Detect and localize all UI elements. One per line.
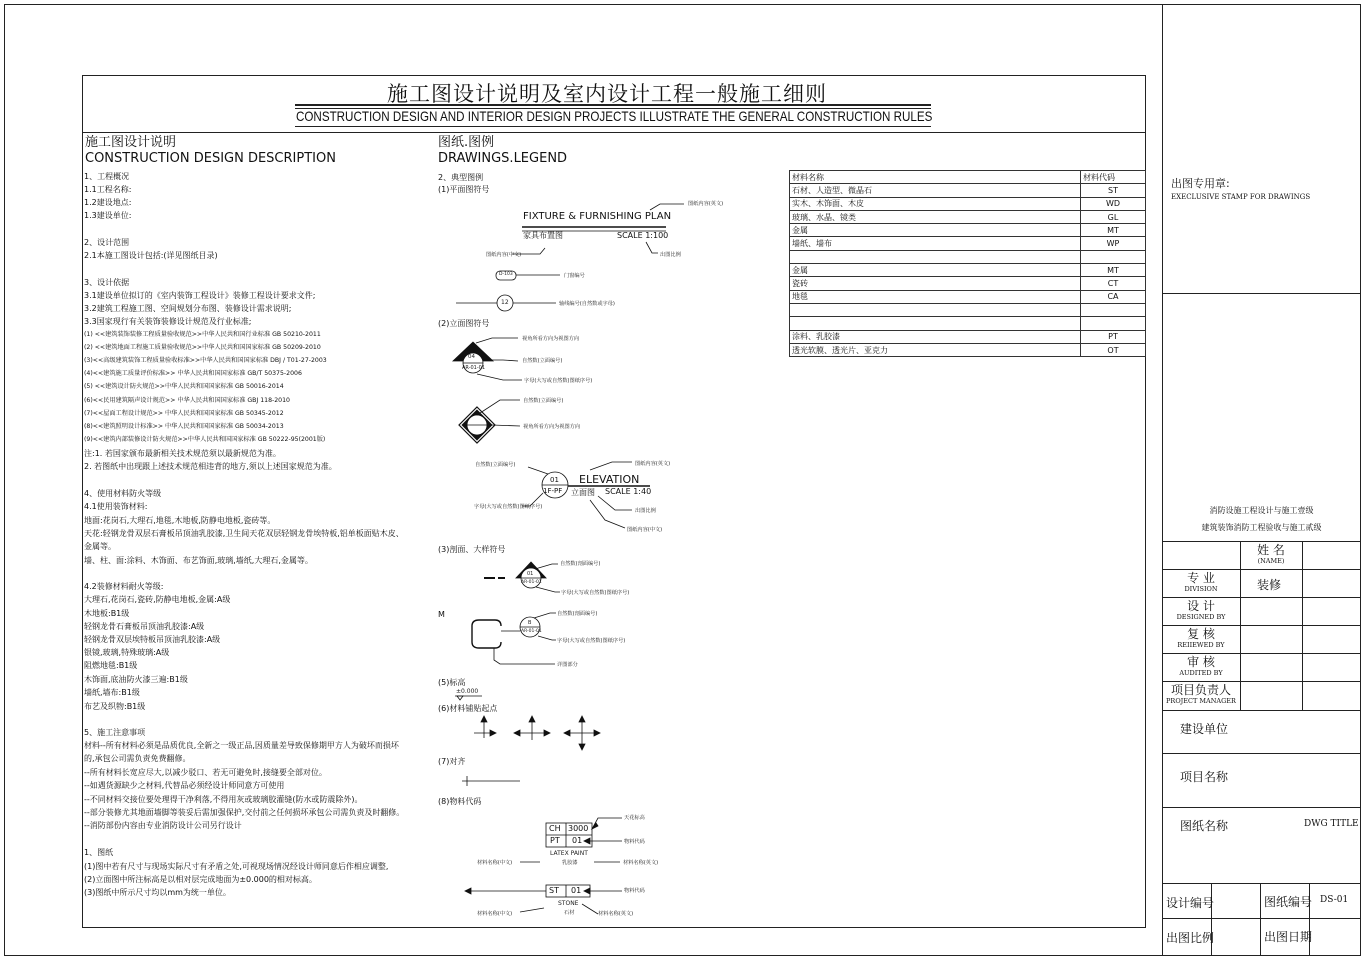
material-row (790, 277, 1146, 290)
material-code: PT (1081, 330, 1146, 343)
material-code (1081, 317, 1146, 330)
axis-note: 轴线编号(自然数或字母) (559, 301, 615, 307)
detail-ref-note: 字母(大写或自然数(图纸序号) (557, 638, 626, 644)
elevation-ref: 1F-PF (543, 487, 563, 495)
project-manager-cn: 项目负责人 (1170, 683, 1231, 697)
section-ref-note: 字母(大写或自然数(图纸序号) (561, 590, 630, 596)
designed-cn: 设 计 (1187, 599, 1215, 613)
material-row (790, 290, 1146, 303)
elev1-number: 04 (468, 354, 475, 360)
elev1-number-note: 自然数(立面编号) (522, 358, 563, 364)
description-line: --部分装修尤其地面墙脚等装妥后需加强保护,交付前之任何损坏承包公司需负责及时翻修。 (84, 808, 405, 817)
material-code: GL (1081, 210, 1146, 223)
description-line: 的,承包公司需负责免费翻修。 (84, 754, 191, 763)
section-ref: AR-01-01 (521, 580, 542, 585)
material-code: MT (1081, 264, 1146, 277)
qualification-1: 消防设施工程设计与施工壹级 (1209, 506, 1314, 515)
description-line: 注:1. 若国家颁布最新相关技术规范须以最新规范为准。 (84, 449, 281, 458)
material-row (790, 303, 1146, 316)
description-line: 银镜,玻璃,特殊玻璃:A级 (84, 648, 170, 657)
material-code-note: 物料代码 (624, 839, 645, 845)
detail-number: B (528, 620, 532, 626)
material-code: ST (1081, 184, 1146, 197)
description-line: --如遇货源缺少之材料,代替品必须经设计师同意方可使用 (84, 781, 285, 790)
title-en: CONSTRUCTION DESIGN AND INTERIOR DESIGN PROJECTS ILLUSTRATE THE GENERAL CONSTRUCTION RULES (296, 108, 933, 124)
description-line: 材料--所有材料必须是品质优良,全新之一级正品,因质量差导致保修期甲方人为破坏而损坏 (84, 741, 399, 750)
description-line: (9)<<建筑内部装修设计防火规范>>中华人民共和国国家标准 GB 50222-95(2001版) (84, 436, 326, 443)
material-stone: STONE (558, 900, 579, 907)
left-heading-en: CONSTRUCTION DESIGN DESCRIPTION (85, 151, 336, 166)
client-label: 建设单位 (1180, 722, 1229, 736)
reviewed-en: REIIEWED BY (1177, 641, 1225, 649)
material-code: MT (1081, 224, 1146, 237)
marker-m: M (438, 610, 445, 619)
detail-number-note: 自然数(剖面编号) (557, 611, 598, 617)
description-line: --消防部份内容由专业消防设计公司另行设计 (84, 821, 242, 830)
name-header (1240, 544, 1302, 565)
axis-number: 12 (501, 299, 509, 306)
material-code-table (789, 170, 1146, 357)
plan-title: FIXTURE & FURNISHING PLAN (523, 211, 672, 222)
description-line: (3)<<高级建筑装饰工程质量验收标准>>中华人民共和国国家标准 DBJ / T01-27-2003 (84, 357, 327, 364)
division-row (1162, 572, 1240, 593)
material-code: OT (1081, 343, 1146, 356)
elevation-content-cn: 图纸内容(中文) (627, 527, 663, 533)
material-name (790, 250, 1081, 263)
detail-part-note: 详图部分 (557, 662, 578, 668)
description-line: 地面:花岗石,大理石,地毯,木地板,防静电地板,瓷砖等。 (84, 516, 276, 525)
material-3000: 3000 (568, 824, 589, 833)
drawing-number-label: 图纸编号 (1264, 895, 1313, 909)
material-name: 涂料、乳胶漆 (790, 330, 1081, 343)
description-line: --不同材料交接位要处理得干净利落,不得用灰或玻璃胶灌缝(防水或防震除外)。 (84, 795, 363, 804)
elev1-ref: AR-01-01 (462, 365, 486, 371)
material-row (790, 250, 1146, 263)
description-line: 3.3国家现行有关装饰装修设计规范及行业标准; (84, 317, 252, 326)
description-line: (2)立面图中所注标高是以相对层完成地面为±0.000的相对标高。 (84, 875, 317, 884)
description-line: 金属等。 (84, 542, 116, 551)
description-line: 轻钢龙骨石膏板吊顶油乳胶漆:A级 (84, 622, 205, 631)
date-label: 出图日期 (1264, 930, 1313, 944)
elev2-view-note: 视角所看方向为视图方向 (523, 424, 581, 430)
project-manager-en: PROJECT MANAGER (1166, 697, 1236, 705)
elev1-ref-note: 字母(大写或自然数(图纸序号) (524, 378, 593, 384)
description-line: 天花:轻钢龙骨双层石膏板吊顶油乳胶漆,卫生间天花双层轻钢龙骨埃特板,铝单板面贴木皮、 (84, 529, 404, 538)
description-line: 墙、柱、面:涂料、木饰面、布艺饰面,玻璃,墙纸,大理石,金属等。 (84, 556, 313, 565)
material-name: 墙纸、墙布 (790, 237, 1081, 250)
door-tag: D-103 (499, 272, 513, 277)
material-stone-cn: 石材 (564, 910, 575, 916)
material-pt-01: 01 (572, 836, 583, 845)
elevation-number: 01 (550, 476, 559, 484)
audited-cn: 审 核 (1187, 655, 1215, 669)
material-header-name: 材料名称 (790, 171, 1081, 184)
designed-en: DESIGNED BY (1176, 613, 1226, 621)
material-name (790, 303, 1081, 316)
material-row (790, 224, 1146, 237)
material-row (790, 210, 1146, 223)
description-line: 4.2装修材料耐火等级: (84, 582, 164, 591)
designed-row (1162, 600, 1240, 621)
material-name: 玻璃、水晶、镜类 (790, 210, 1081, 223)
material-name: 金属 (790, 264, 1081, 277)
material-code (1081, 303, 1146, 316)
material-row (790, 343, 1146, 356)
description-line: 3.1建设单位拟订的《室内装饰工程设计》装修工程设计要求文件; (84, 291, 316, 300)
description-line: (8)<<建筑照明设计标准>> 中华人民共和国国家标准 GB 50034-2013 (84, 423, 284, 430)
elevation-number-note: 自然数(立面编号) (475, 462, 516, 468)
description-line: (5) <<建筑设计防火规范>>中华人民共和国国家标准 GB 50016-2014 (84, 383, 284, 390)
section-number: 01 (527, 571, 534, 577)
description-line: 2.1本施工图设计包括:(详见图纸目录) (84, 251, 218, 260)
project-name-label: 项目名称 (1180, 770, 1229, 784)
material-name-en-note: 材料名称(英文) (623, 860, 659, 866)
align-label: (7)对齐 (438, 757, 466, 766)
description-line: 4.1使用装饰材料: (84, 502, 148, 511)
plan-content-en: 图纸内容(英文) (688, 201, 724, 207)
project-manager-row (1162, 684, 1240, 705)
description-line: 布艺及织物:B1级 (84, 702, 146, 711)
description-line: (1) <<建筑装饰装修工程质量验收规范>>中华人民共和国行业标准 GB 50210-2011 (84, 331, 321, 338)
material-name-cn-note-2: 材料名称(中文) (477, 911, 513, 917)
description-line: --所有材料长宽应尽大,以减少驳口、若无可避免时,接缝要全部对位。 (84, 768, 327, 777)
material-st-01: 01 (571, 886, 582, 895)
description-line: 3、设计依据 (84, 278, 130, 287)
audited-en: AUDITED BY (1179, 669, 1223, 677)
stamp-label-en: EXECLUSIVE STAMP FOR DRAWINGS (1171, 193, 1311, 201)
material-name: 瓷砖 (790, 277, 1081, 290)
legend-heading-en: DRAWINGS.LEGEND (438, 151, 568, 166)
door-tag-note: 门窗编号 (564, 273, 585, 279)
material-name: 透光软膜、透光片、亚克力 (790, 343, 1081, 356)
legend-drawings (430, 160, 790, 920)
description-line: 轻钢龙骨双层埃特板吊顶油乳胶漆:A级 (84, 635, 221, 644)
title-cn: 施工图设计说明及室内设计工程一般施工细则 (387, 82, 827, 106)
elevation-scale: SCALE 1:40 (605, 487, 652, 496)
material-pt: PT (550, 836, 560, 845)
elev2-number-note: 自然数(立面编号) (523, 398, 564, 404)
material-name (790, 317, 1081, 330)
material-code: WD (1081, 197, 1146, 210)
description-line: 1、图纸 (84, 848, 114, 857)
description-line: (7)<<屋面工程设计规范>> 中华人民共和国国家标准 GB 50345-2012 (84, 410, 284, 417)
legend-heading-cn: 图纸.图例 (438, 135, 495, 150)
material-row (790, 237, 1146, 250)
material-code (1081, 250, 1146, 263)
elevation-content-en: 图纸内容(英文) (635, 461, 671, 467)
material-code-note-2: 物料代码 (624, 888, 645, 894)
material-code-label: (8)物料代码 (438, 797, 482, 806)
description-line: 墙纸,墙布:B1级 (84, 688, 140, 697)
level-value: ±0.000 (456, 688, 479, 695)
description-line: (6)<<民用建筑隔声设计规范>> 中华人民共和国国家标准 GBJ 118-2010 (84, 397, 290, 404)
material-ch: CH (549, 824, 561, 833)
plan-symbols-label: (1)平面图符号 (438, 185, 490, 194)
material-header-code: 材料代码 (1081, 171, 1146, 184)
division-cn: 专 业 (1187, 571, 1215, 585)
section-number-note: 自然数(剖面编号) (560, 561, 601, 567)
reviewed-row (1162, 628, 1240, 649)
material-name: 地毯 (790, 290, 1081, 303)
stamp-label-cn: 出图专用章: (1171, 177, 1230, 190)
qualification-2: 建筑装饰消防工程验收与施工贰级 (1201, 523, 1322, 532)
description-line: 3.2建筑工程施工图、空间规划分布图、装修设计需求说明; (84, 304, 292, 313)
description-line: 阻燃地毯:B1级 (84, 661, 138, 670)
plan-scale-note: 出图比例 (660, 252, 681, 258)
name-header-cn: 姓 名 (1257, 543, 1285, 557)
description-line: (3)图纸中所示尺寸均以mm为统一单位。 (84, 888, 231, 897)
drawing-number-value: DS-01 (1320, 895, 1349, 905)
design-number-label: 设计编号 (1166, 896, 1215, 910)
elevation-title-cn: 立面图 (571, 488, 595, 497)
elevation-ref-note: 字母(大写或自然数(图纸序号) (474, 504, 543, 510)
material-code: CA (1081, 290, 1146, 303)
title-block (1162, 4, 1361, 956)
description-line: 木地板:B1级 (84, 609, 130, 618)
material-name: 实木、木饰面、木皮 (790, 197, 1081, 210)
elevation-scale-note: 出图比例 (635, 508, 656, 514)
plan-content-cn: 图纸内容(中文) (486, 252, 522, 258)
left-heading-cn: 施工图设计说明 (85, 135, 177, 150)
material-row (790, 330, 1146, 343)
description-line: 5、施工注意事项 (84, 728, 146, 737)
description-line: (4)<<建筑施工质量评价标准>> 中华人民共和国国家标准 GB/T 50375-2006 (84, 370, 302, 377)
description-line: 2、设计范围 (84, 238, 130, 247)
description-line: 木饰面,底油防火漆三遍:B1级 (84, 675, 188, 684)
name-header-en: (NAME) (1257, 557, 1285, 565)
detail-ref: AR-01-01 (521, 629, 542, 634)
material-name-cn-note: 材料名称(中文) (477, 860, 513, 866)
description-line: 1、工程概况 (84, 172, 130, 181)
material-latex: LATEX PAINT (550, 850, 588, 857)
material-row (790, 197, 1146, 210)
division-value: 装修 (1257, 578, 1282, 592)
legend-section: 2、典型图例 (438, 173, 484, 182)
start-point-label: (6)材料铺贴起点 (438, 704, 498, 713)
elevation-symbols-label: (2)立面图符号 (438, 319, 490, 328)
material-st: ST (549, 886, 559, 895)
audited-row (1162, 656, 1240, 677)
plan-title-cn: 家具布置图 (523, 231, 563, 240)
reviewed-cn: 复 核 (1187, 627, 1215, 641)
material-row (790, 317, 1146, 330)
material-row (790, 184, 1146, 197)
drawing-title-label: 图纸名称 (1180, 819, 1229, 833)
description-line: 大理石,花岗石,瓷砖,防静电地板,金属:A级 (84, 595, 231, 604)
material-ceil-note: 天花标高 (624, 815, 645, 821)
drawing-title-value: DWG TITLE (1304, 819, 1359, 829)
description-line: (1)图中若有尺寸与现场实际尺寸有矛盾之处,可视现场情况经设计师同意后作相应调整, (84, 862, 389, 871)
plan-scale: SCALE 1:100 (617, 231, 669, 240)
division-en: DIVISION (1184, 585, 1218, 593)
material-name: 金属 (790, 224, 1081, 237)
material-latex-cn: 乳胶漆 (562, 860, 578, 866)
material-row (790, 264, 1146, 277)
description-line: 4、使用材料防火等级 (84, 489, 162, 498)
description-line: 2. 若图纸中出现跟上述技术规范相违背的地方,须以上述国家规范为准。 (84, 462, 337, 471)
material-code: WP (1081, 237, 1146, 250)
elevation-title: ELEVATION (579, 473, 640, 486)
scale-label: 出图比例 (1166, 931, 1215, 945)
description-line: 1.1工程名称: (84, 185, 132, 194)
material-code: CT (1081, 277, 1146, 290)
description-line: 1.2建设地点: (84, 198, 132, 207)
description-line: (2) <<建筑地面工程施工质量验收规范>>中华人民共和国国家标准 GB 50209-2010 (84, 344, 321, 351)
section-symbols-label: (3)剖面、大样符号 (438, 545, 506, 554)
material-name: 石材、人造型、微晶石 (790, 184, 1081, 197)
elev1-view-note: 视角所看方向为视图方向 (522, 336, 580, 342)
level-label: (5)标高 (438, 678, 466, 687)
material-name-en-note-2: 材料名称(英文) (598, 911, 634, 917)
description-line: 1.3建设单位: (84, 211, 132, 220)
